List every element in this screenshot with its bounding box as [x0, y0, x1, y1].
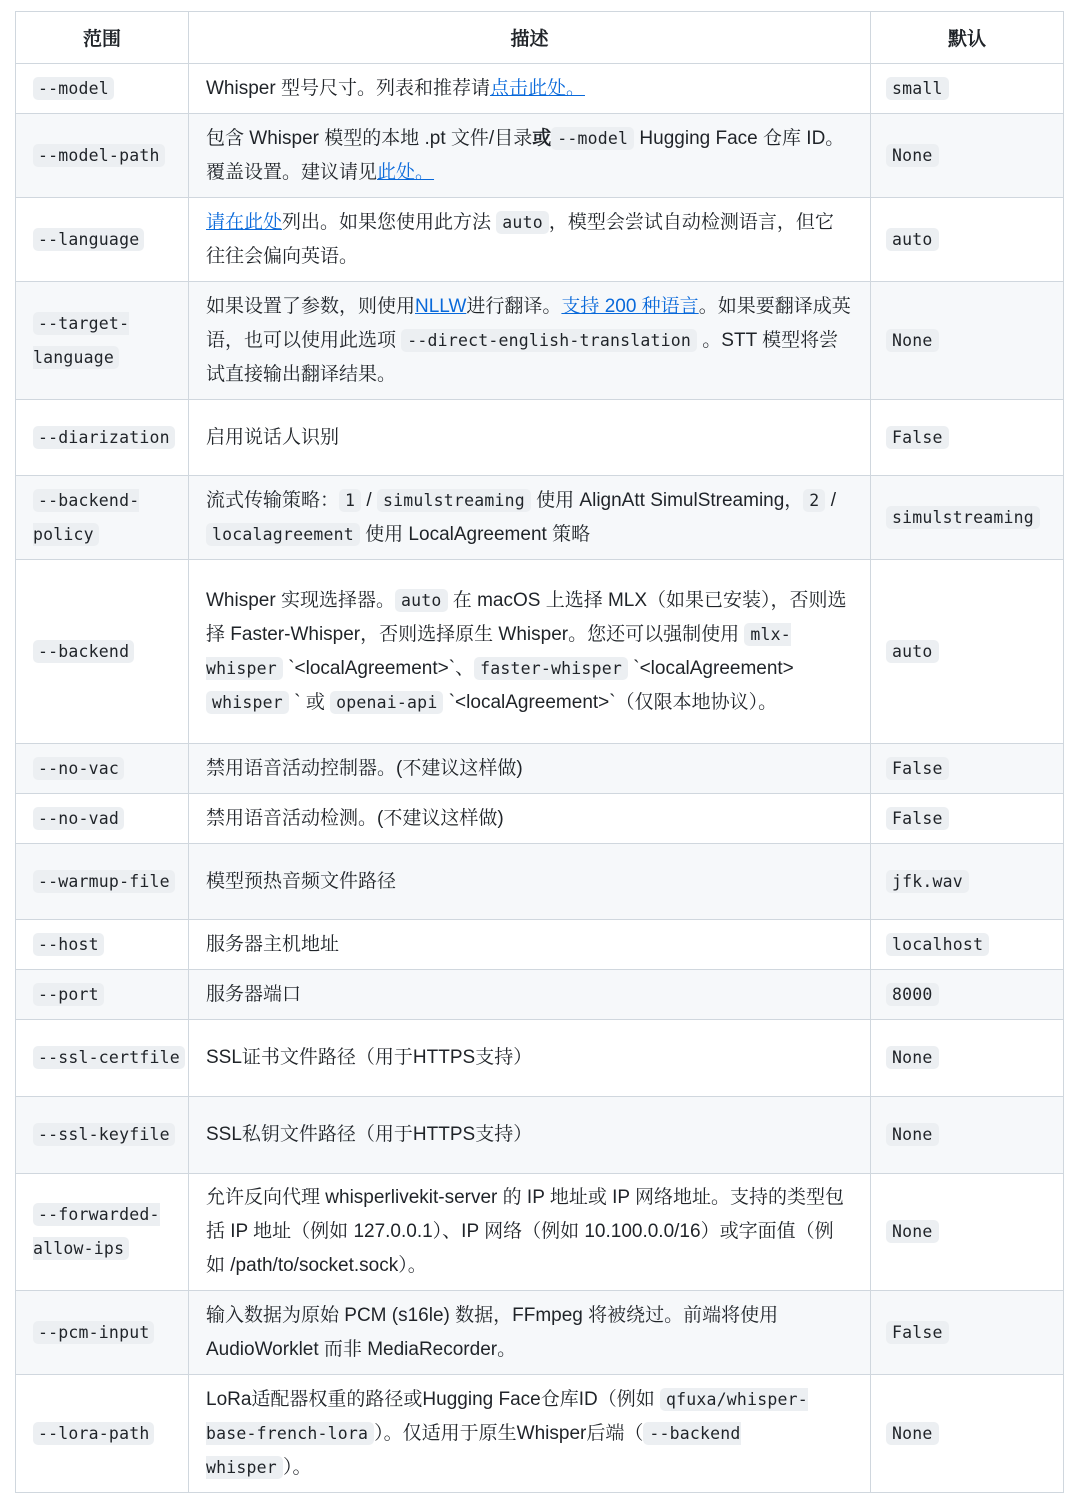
description-cell: [189, 560, 871, 744]
option-code: --backend-policy: [33, 490, 140, 544]
description-text: 在 macOS 上选择 MLX（如果已安装），否则选择 Faster-Whisper，否则选择原生 Whisper。您还可以强制使用: [206, 589, 847, 645]
default-cell: [871, 400, 1064, 476]
header-range: 范围: [16, 12, 189, 64]
table-row: [16, 1291, 1064, 1375]
option-cell: [16, 1020, 189, 1097]
inline-code: faster-whisper: [474, 657, 628, 680]
option-code: --lora-path: [33, 1422, 154, 1445]
option-cell: [16, 1375, 189, 1493]
option-cell: [16, 400, 189, 476]
default-cell: [871, 64, 1064, 114]
inline-code: openai-api: [330, 691, 443, 714]
description-text: 包含 Whisper 模型的本地 .pt 文件/目录: [206, 127, 533, 149]
description-cell: [189, 476, 871, 560]
table-row: [16, 282, 1064, 400]
option-code: --no-vac: [33, 757, 124, 780]
option-code: --language: [33, 228, 144, 251]
default-cell: [871, 282, 1064, 400]
inline-code: whisper: [206, 691, 289, 714]
default-code: auto: [886, 640, 939, 663]
option-code: --target-language: [33, 313, 130, 367]
inline-code: auto: [395, 589, 448, 612]
description-text: 模型预热音频文件路径: [206, 870, 397, 892]
table-row: [16, 1375, 1064, 1493]
table-row: [16, 970, 1064, 1020]
description-bold: 或: [532, 127, 552, 149]
description-cell: [189, 1020, 871, 1097]
option-cell: [16, 476, 189, 560]
default-cell: [871, 744, 1064, 794]
description-cell: [189, 1097, 871, 1174]
default-cell: [871, 1174, 1064, 1291]
description-text: 禁用语音活动检测。(不建议这样做): [206, 807, 504, 829]
description-cell: [189, 198, 871, 282]
table-row: [16, 744, 1064, 794]
description-text: 进行翻译。: [466, 295, 562, 317]
default-code: 8000: [886, 983, 939, 1006]
default-cell: [871, 970, 1064, 1020]
option-cell: [16, 970, 189, 1020]
default-cell: [871, 1097, 1064, 1174]
description-text: 使用 LocalAgreement 策略: [359, 523, 591, 545]
header-row: [16, 12, 1064, 64]
default-cell: [871, 476, 1064, 560]
header-default: 默认: [871, 12, 1064, 64]
description-cell: [189, 794, 871, 844]
option-cell: [16, 920, 189, 970]
description-text: 启用说话人识别: [206, 426, 340, 448]
description-text: 如果设置了参数，则使用: [206, 295, 416, 317]
table-row: [16, 794, 1064, 844]
default-code: None: [886, 144, 939, 167]
description-text: SSL证书文件路径（用于HTTPS支持）: [206, 1047, 533, 1068]
inline-code: 1: [339, 489, 361, 512]
description-text: ` 或: [288, 691, 331, 713]
default-code: None: [886, 1046, 939, 1069]
description-text: LoRa适配器权重的路径或Hugging Face仓库ID（例如: [206, 1388, 660, 1410]
inline-code: simulstreaming: [377, 489, 531, 512]
default-code: None: [886, 1422, 939, 1445]
description-link[interactable]: 请在此处: [206, 211, 283, 233]
description-cell: [189, 64, 871, 114]
table-row: [16, 114, 1064, 198]
table-row: [16, 1097, 1064, 1174]
description-link[interactable]: 此处。: [377, 161, 435, 183]
description-cell: [189, 920, 871, 970]
description-link[interactable]: NLLW: [415, 295, 467, 317]
description-text: `<localAgreement>: [627, 657, 794, 679]
default-code: localhost: [886, 933, 989, 956]
option-code: --ssl-keyfile: [33, 1123, 175, 1146]
default-code: False: [886, 426, 949, 449]
default-code: False: [886, 757, 949, 780]
option-cell: [16, 198, 189, 282]
option-code: --ssl-certfile: [33, 1046, 185, 1069]
table-row: [16, 920, 1064, 970]
description-text: 。STT 模型将尝试直接输出翻译结果。: [206, 329, 839, 385]
description-cell: [189, 1174, 871, 1291]
default-cell: [871, 844, 1064, 920]
table-row: [16, 400, 1064, 476]
description-cell: [189, 744, 871, 794]
inline-code: mlx-whisper: [206, 624, 791, 678]
description-cell: [189, 1375, 871, 1493]
option-code: --no-vad: [33, 807, 124, 830]
description-text: 禁用语音活动控制器。(不建议这样做): [206, 757, 523, 779]
option-code: --forwarded-allow-ips: [33, 1205, 160, 1258]
option-code: --port: [33, 983, 104, 1006]
option-code: --model-path: [33, 144, 165, 167]
description-link[interactable]: 点击此处。: [489, 77, 585, 99]
table-row: [16, 1174, 1064, 1291]
description-text: `<localAgreement>`（仅限本地协议）。: [443, 691, 778, 713]
table-row: [16, 64, 1064, 114]
option-cell: [16, 282, 189, 400]
description-text: 流式传输策略：: [206, 489, 340, 511]
default-cell: [871, 1375, 1064, 1493]
option-code: --model: [33, 77, 114, 100]
default-cell: [871, 1020, 1064, 1097]
description-cell: [189, 970, 871, 1020]
default-cell: [871, 794, 1064, 844]
description-text: SSL私钥文件路径（用于HTTPS支持）: [206, 1124, 533, 1145]
options-table: [15, 11, 1064, 1493]
inline-code: --direct-english-translation: [401, 329, 697, 352]
inline-code: auto: [496, 211, 549, 234]
inline-code: localagreement: [206, 523, 360, 546]
option-cell: [16, 114, 189, 198]
option-cell: [16, 1174, 189, 1291]
default-code: False: [886, 1321, 949, 1344]
default-code: small: [886, 77, 949, 100]
option-code: --diarization: [33, 426, 175, 449]
description-text: 。如果要翻译成英语，也可以使用此选项: [206, 295, 851, 351]
description-text: Whisper 实现选择器。: [206, 589, 395, 611]
table-row: [16, 560, 1064, 744]
option-cell: [16, 844, 189, 920]
description-text: ，模型会尝试自动检测语言，但它往往会偏向英语。: [206, 211, 834, 267]
description-text: Whisper 型号尺寸。列表和推荐请: [206, 77, 490, 99]
default-code: False: [886, 807, 949, 830]
option-code: --warmup-file: [33, 870, 175, 893]
default-code: auto: [886, 228, 939, 251]
description-text: ）。: [282, 1456, 312, 1478]
description-cell: [189, 114, 871, 198]
default-cell: [871, 198, 1064, 282]
table-body: [16, 64, 1064, 1493]
option-code: --pcm-input: [33, 1321, 154, 1344]
description-text: 输入数据为原始 PCM (s16le) 数据，FFmpeg 将被绕过。前端将使用 AudioWorklet 而非 MediaRecorder。: [206, 1304, 779, 1360]
description-text: 使用 AlignAtt SimulStreaming，: [530, 489, 804, 511]
description-text: /: [361, 489, 377, 511]
description-cell: [189, 282, 871, 400]
default-code: None: [886, 329, 939, 352]
table-row: [16, 198, 1064, 282]
option-cell: [16, 560, 189, 744]
description-text: 服务器主机地址: [206, 933, 340, 955]
default-cell: [871, 920, 1064, 970]
description-text: /: [825, 489, 836, 511]
default-code: jfk.wav: [886, 870, 969, 893]
description-text: Hugging Face 仓库 ID。覆盖设置。建议请见: [206, 127, 845, 183]
option-code: --backend: [33, 640, 134, 663]
option-cell: [16, 1291, 189, 1375]
header-description: 描述: [189, 12, 871, 64]
default-code: None: [886, 1220, 939, 1243]
inline-code: --backend whisper: [206, 1423, 741, 1477]
option-cell: [16, 744, 189, 794]
default-cell: [871, 1291, 1064, 1375]
inline-code: --model: [551, 127, 634, 150]
option-code: --host: [33, 933, 104, 956]
description-cell: [189, 400, 871, 476]
default-cell: [871, 114, 1064, 198]
description-link[interactable]: 支持 200 种语言: [561, 295, 699, 317]
inline-code: qfuxa/whisper-base-french-lora: [206, 1389, 808, 1443]
default-cell: [871, 560, 1064, 744]
table-row: [16, 1020, 1064, 1097]
default-code: simulstreaming: [886, 506, 1040, 529]
description-cell: [189, 1291, 871, 1375]
description-cell: [189, 844, 871, 920]
description-text: 允许反向代理 whisperlivekit-server 的 IP 地址或 IP 网络地址。支持的类型包括 IP 地址（例如 127.0.0.1）、IP 网络（例如 10.100.0.0/16）或字面值（例如 /path/to/socket.sock）。: [206, 1187, 844, 1276]
description-text: ）。仅适用于原生Whisper后端（: [374, 1422, 644, 1444]
description-text: 列出。如果您使用此方法: [282, 211, 497, 233]
option-cell: [16, 64, 189, 114]
table-row: [16, 844, 1064, 920]
inline-code: 2: [803, 489, 825, 512]
option-cell: [16, 794, 189, 844]
description-text: `<localAgreement>`、: [282, 657, 475, 679]
option-cell: [16, 1097, 189, 1174]
table-row: [16, 476, 1064, 560]
default-code: None: [886, 1123, 939, 1146]
description-text: 服务器端口: [206, 983, 302, 1005]
